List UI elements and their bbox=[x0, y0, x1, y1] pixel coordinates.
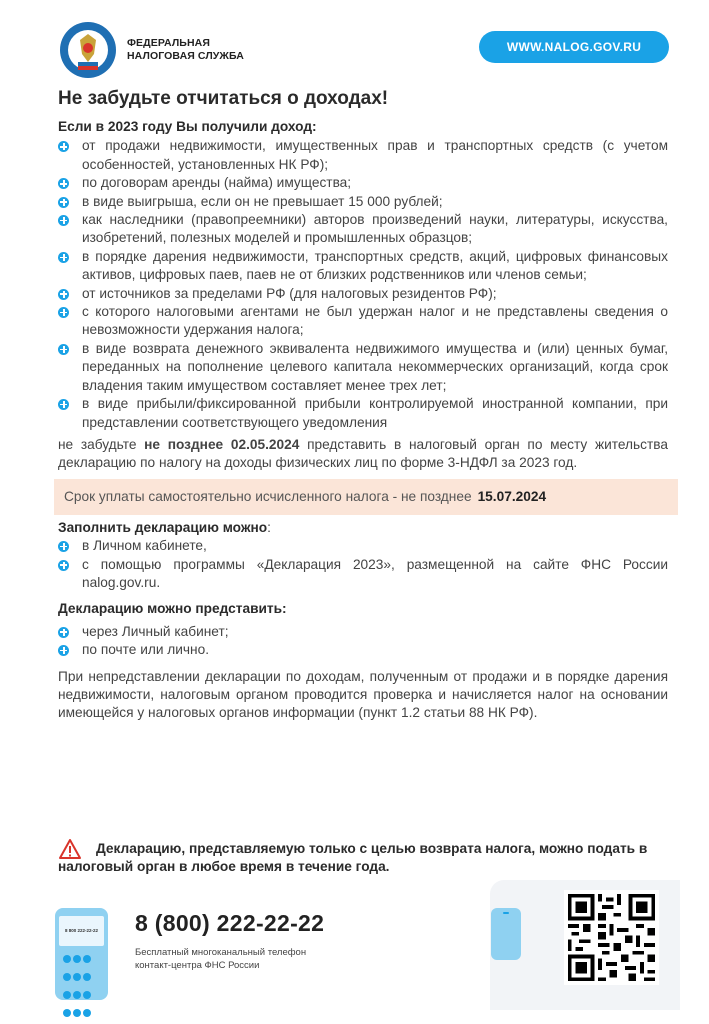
plus-bullet-icon bbox=[58, 178, 69, 189]
list-item-text: в виде выигрыша, если он не превышает 15 000 рублей; bbox=[82, 193, 443, 209]
list-item-text: в порядке дарения недвижимости, транспортных средств, акций, цифровых финансовых активов, цифровых паев, паев не от близких родственников или членов семьи; bbox=[82, 248, 668, 283]
hotline-description bbox=[135, 947, 306, 972]
list-item-text: в виде возврата денежного эквивалента недвижимого имущества и (или) ценных бумаг, переданных на пополнение целевого капитала некоммерческих организаций, когда срок владения таким имуществом составляет менее трех лет; bbox=[82, 340, 668, 393]
fill-heading-row bbox=[58, 519, 668, 537]
plus-bullet-icon bbox=[58, 307, 69, 318]
list-item bbox=[58, 395, 668, 432]
deadline-pre: не забудьте bbox=[58, 436, 145, 452]
list-item bbox=[58, 193, 668, 211]
list-item bbox=[58, 285, 668, 303]
plus-bullet-icon bbox=[58, 215, 69, 226]
fill-list bbox=[58, 537, 668, 592]
income-list bbox=[58, 137, 668, 432]
payment-deadline-box bbox=[54, 479, 678, 515]
qr-code-icon bbox=[564, 890, 659, 985]
deadline-post: представить в налоговый орган по месту жительства декларацию по налогу на доходы физических лиц по форме 3-НДФЛ за 2023 год. bbox=[58, 436, 668, 471]
list-item bbox=[58, 211, 668, 248]
plus-bullet-icon bbox=[58, 399, 69, 410]
plus-bullet-icon bbox=[58, 560, 69, 571]
phone-keypad-icon bbox=[63, 952, 101, 1024]
payment-deadline-date: 15.07.2024 bbox=[477, 488, 547, 504]
plus-bullet-icon bbox=[58, 289, 69, 300]
plus-bullet-icon bbox=[58, 252, 69, 263]
org-name bbox=[127, 37, 244, 63]
page-title: Не забудьте отчитаться о доходах! bbox=[58, 88, 389, 109]
fns-emblem-icon bbox=[58, 20, 118, 80]
plus-bullet-icon bbox=[58, 141, 69, 152]
phone-screen-label: 8 800 222-22-22 bbox=[59, 916, 104, 946]
plus-bullet-icon bbox=[58, 344, 69, 355]
list-item bbox=[58, 137, 668, 174]
qr-phone-icon bbox=[491, 908, 521, 960]
list-item bbox=[58, 340, 668, 395]
fill-heading: Заполнить декларацию можно bbox=[58, 519, 268, 535]
fill-heading-colon: : bbox=[267, 519, 271, 535]
plus-bullet-icon bbox=[58, 627, 69, 638]
list-item bbox=[58, 556, 668, 593]
list-item-text: по почте или лично. bbox=[82, 642, 210, 658]
list-item bbox=[58, 248, 668, 285]
list-item bbox=[58, 641, 668, 659]
list-item bbox=[58, 537, 668, 555]
plus-bullet-icon bbox=[58, 541, 69, 552]
list-item-text: в Личном кабинете, bbox=[82, 538, 207, 554]
income-heading: Если в 2023 году Вы получили доход: bbox=[58, 119, 317, 134]
page-header bbox=[0, 0, 709, 80]
org-name-line1: ФЕДЕРАЛЬНАЯ bbox=[127, 37, 210, 49]
submit-list bbox=[58, 623, 668, 660]
non-submission-note: При непредставлении декларации по доходам, полученным от продажи и в порядке дарения недвижимости, налоговым органом проводится проверка и начисляется налог на основании имеющейся у налоговых органов информации (пункт 1.2 статьи 88 НК РФ). bbox=[58, 668, 668, 721]
hotline-number[interactable]: 8 (800) 222-22-22 bbox=[135, 910, 325, 936]
list-item-text: через Личный кабинет; bbox=[82, 623, 229, 639]
list-item bbox=[58, 303, 668, 340]
plus-bullet-icon bbox=[58, 197, 69, 208]
deadline-date: не позднее 02.05.2024 bbox=[144, 436, 300, 452]
qr-code[interactable] bbox=[564, 890, 659, 985]
list-item-text: от источников за пределами РФ (для налоговых резидентов РФ); bbox=[82, 285, 497, 301]
list-item bbox=[58, 174, 668, 192]
hotline-desc-line2: контакт-центра ФНС России bbox=[135, 959, 260, 971]
list-item-text: в виде прибыли/фиксированной прибыли контролируемой иностранной компании, при представлении соответствующего уведомления bbox=[82, 396, 668, 430]
list-item-text: по договорам аренды (найма) имущества; bbox=[82, 175, 352, 191]
plus-bullet-icon bbox=[58, 645, 69, 656]
payment-deadline-text: Срок уплаты самостоятельно исчисленного налога - не позднее bbox=[64, 488, 472, 504]
phone-illustration bbox=[55, 908, 108, 1000]
list-item-text: от продажи недвижимости, имущественных прав и транспортных средств (с учетом особенностей, установленных НК РФ); bbox=[82, 138, 668, 172]
list-item-text: с которого налоговыми агентами не был удержан налог и не представлены сведения о невозможности удержания налога; bbox=[82, 304, 668, 338]
list-item-text: с помощью программы «Декларация 2023», размещенной на сайте ФНС России nalog.gov.ru. bbox=[82, 556, 668, 590]
refund-warning: Декларацию, представляемую только с целью возврата налога, можно подать в налоговый орган в любое время в течение года. bbox=[58, 841, 648, 875]
org-name-line2: НАЛОГОВАЯ СЛУЖБА bbox=[127, 50, 244, 62]
submit-heading: Декларацию можно представить: bbox=[58, 601, 287, 617]
hotline-desc-line1: Бесплатный многоканальный телефон bbox=[135, 947, 307, 958]
site-link-button[interactable]: WWW.NALOG.GOV.RU bbox=[479, 31, 669, 63]
deadline-paragraph bbox=[58, 436, 668, 473]
list-item-text: как наследники (правопреемники) авторов произведений науки, литературы, искусства, изобретений, полезных моделей и промышленных образцов; bbox=[82, 212, 668, 246]
document-body bbox=[58, 118, 668, 723]
list-item bbox=[58, 623, 668, 641]
